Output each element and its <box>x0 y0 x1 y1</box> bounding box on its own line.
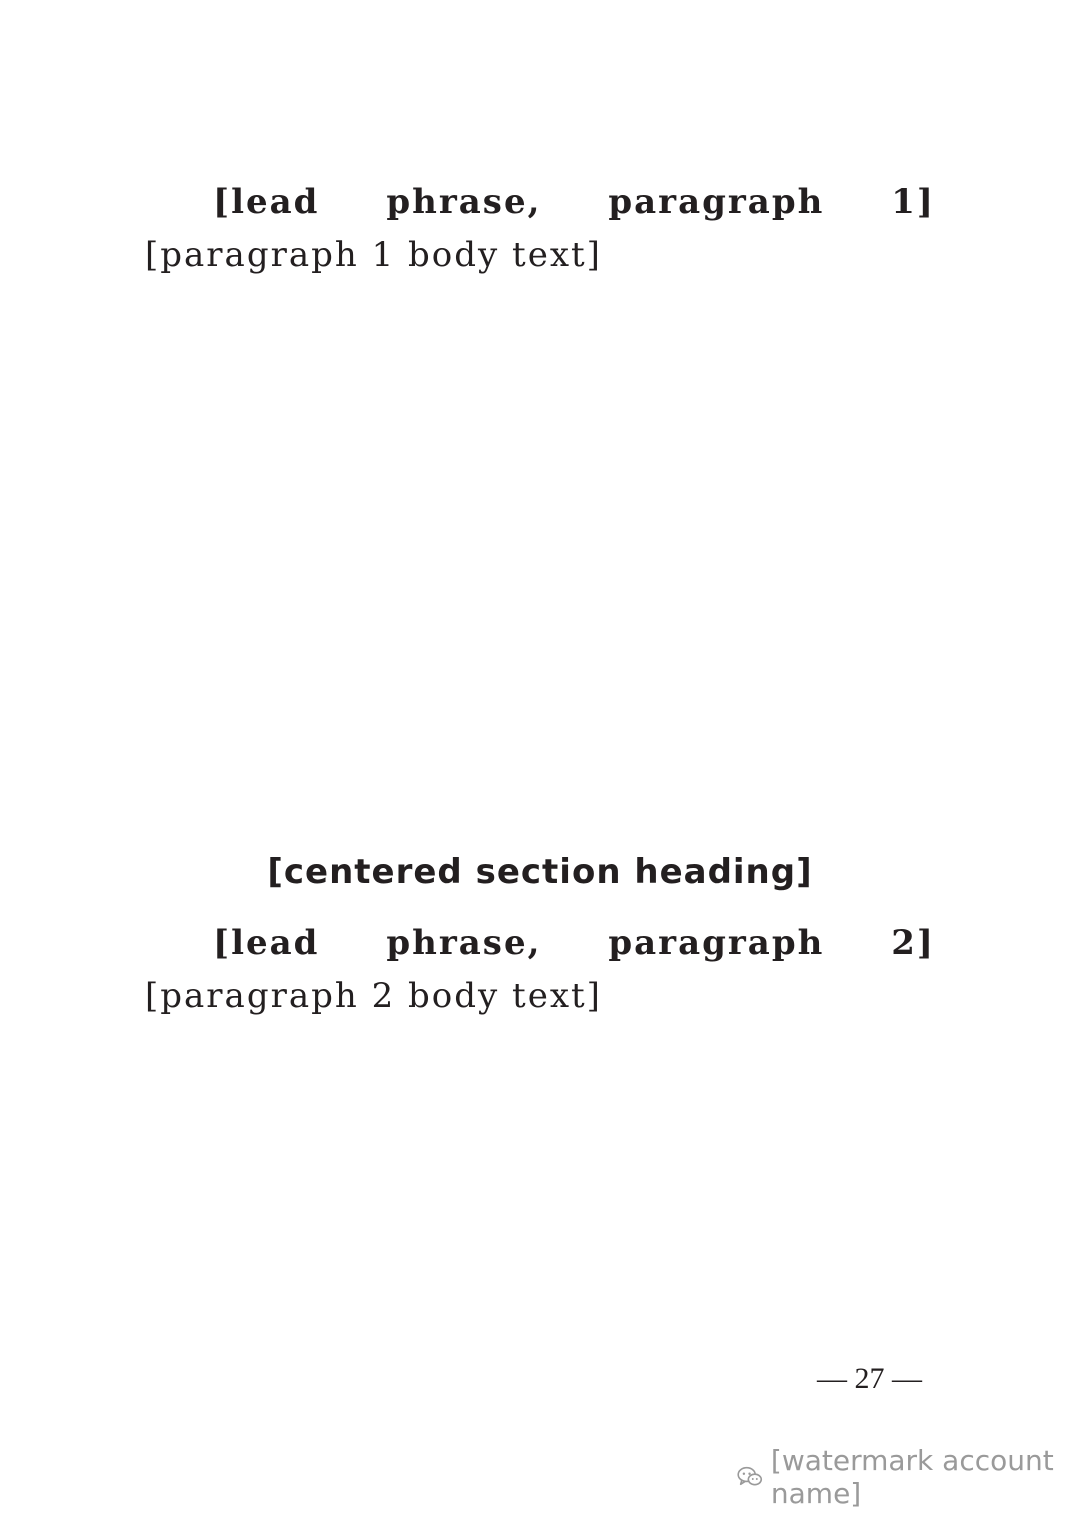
wechat-icon <box>737 1463 763 1491</box>
paragraph-lead-phrase: [lead phrase, paragraph 1] <box>213 182 935 222</box>
paragraph-lead-phrase: [lead phrase, paragraph 2] <box>213 923 935 963</box>
section-heading: [centered section heading] <box>267 852 813 892</box>
paragraph-body: [paragraph 2 body text] <box>145 976 602 1016</box>
watermark-text: [watermark account name] <box>770 1444 1054 1510</box>
watermark <box>737 1444 1080 1510</box>
paragraph-logistics-enterprise-services <box>145 176 935 282</box>
paragraph-body: [paragraph 1 body text] <box>145 235 602 275</box>
page-number: — 27 — <box>817 1362 922 1395</box>
paragraph-air-logistics <box>145 917 935 1023</box>
